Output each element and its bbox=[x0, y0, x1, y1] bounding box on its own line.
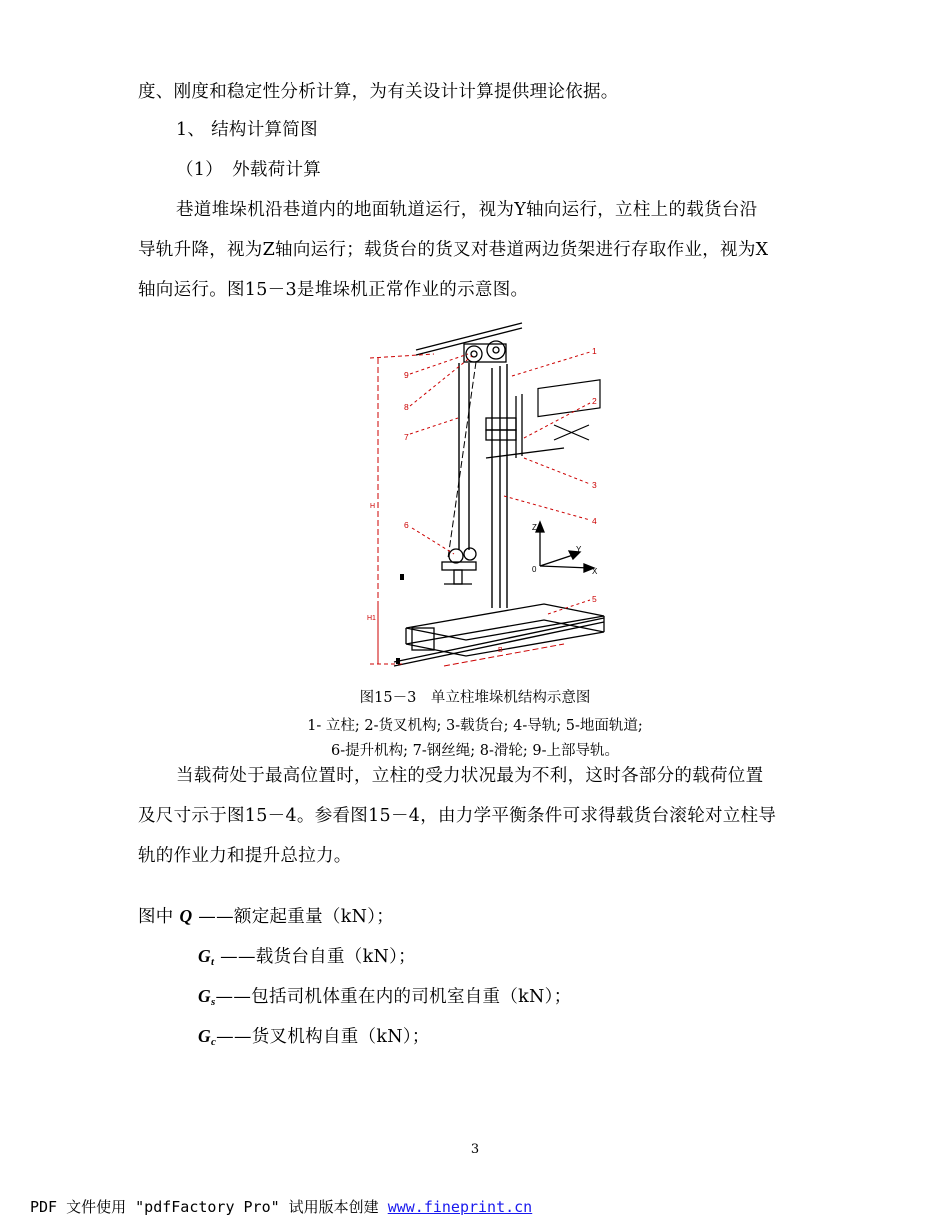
symbol-desc: ——额定起重量（kN）； bbox=[192, 907, 395, 927]
symbol-definition bbox=[198, 1024, 430, 1054]
paragraph-line: 轨的作业力和提升总拉力。 bbox=[138, 846, 352, 866]
footer-link[interactable]: www.fineprint.cn bbox=[387, 1198, 533, 1216]
dim-label-h: H bbox=[370, 503, 376, 510]
symbol-desc: ——包括司机体重在内的司机室自重（kN）； bbox=[215, 987, 572, 1007]
mast bbox=[459, 363, 507, 608]
figure-caption: 图15－3 单立柱堆垛机结构示意图 bbox=[359, 690, 591, 706]
dimension-labels bbox=[367, 503, 503, 654]
part-label-3: 3 bbox=[592, 480, 597, 490]
symbol-intro: 图中 bbox=[138, 907, 174, 927]
symbol-desc: ——载货台自重（kN）； bbox=[214, 947, 416, 967]
dimension-lines bbox=[370, 354, 564, 666]
symbol-definition bbox=[198, 984, 572, 1014]
symbol-g: $G_c$ bbox=[198, 1026, 217, 1048]
axis-arrows bbox=[536, 522, 594, 572]
symbol-g: $G_t$ bbox=[198, 946, 215, 968]
part-label-8: 8 bbox=[404, 402, 409, 412]
dim-label-h1: H1 bbox=[367, 615, 376, 622]
symbol-q: Q bbox=[179, 906, 193, 926]
stacker-crane-diagram bbox=[364, 318, 614, 673]
part-label-2: 2 bbox=[592, 396, 597, 406]
wire-rope bbox=[448, 362, 476, 558]
subsection-heading: （1） 外载荷计算 bbox=[176, 160, 322, 180]
dim-label-b: B bbox=[498, 647, 503, 654]
paragraph-continuation: 度、刚度和稳定性分析计算，为有关设计计算提供理论依据。 bbox=[138, 82, 619, 102]
axis-label-x: X bbox=[592, 567, 598, 576]
part-label-5: 5 bbox=[592, 594, 597, 604]
symbol-desc: ——货叉机构自重（kN）； bbox=[216, 1027, 430, 1047]
section-heading: 1、 结构计算简图 bbox=[176, 120, 318, 140]
axis-label-z: Z bbox=[532, 523, 537, 532]
paragraph-line: 及尺寸示于图15－4。参看图15－4，由力学平衡条件可求得载货台滚轮对立柱导 bbox=[138, 806, 777, 826]
part-label-4: 4 bbox=[592, 516, 597, 526]
part-label-1: 1 bbox=[592, 346, 597, 356]
figure-legend: 6-提升机构; 7-钢丝绳; 8-滑轮; 9-上部导轨。 bbox=[331, 743, 619, 759]
paragraph-line: 当载荷处于最高位置时，立柱的受力状况最为不利，这时各部分的载荷位置 bbox=[176, 766, 764, 786]
part-label-7: 7 bbox=[404, 432, 409, 442]
symbol-g: $G_s$ bbox=[198, 986, 216, 1008]
figure-legend: 1- 立柱; 2-货叉机构; 3-载货台; 4-导轨; 5-地面轨道; bbox=[307, 718, 643, 734]
pdf-footer bbox=[30, 1196, 532, 1217]
part-label-6: 6 bbox=[404, 520, 409, 530]
hoist-mechanism bbox=[442, 548, 476, 584]
fork bbox=[538, 380, 600, 440]
part-label-9: 9 bbox=[404, 370, 409, 380]
base bbox=[406, 604, 604, 656]
carriage bbox=[486, 394, 564, 458]
paragraph-line: 轴向运行。图15－3是堆垛机正常作业的示意图。 bbox=[138, 280, 529, 300]
pulleys bbox=[464, 341, 506, 362]
rail-end-markers bbox=[396, 574, 404, 664]
symbol-definition bbox=[138, 904, 394, 929]
footer-text: PDF 文件使用 "pdfFactory Pro" 试用版本创建 bbox=[30, 1198, 388, 1216]
axis-label-origin: 0 bbox=[532, 565, 537, 574]
page-number: 3 bbox=[470, 1142, 480, 1157]
symbol-definition bbox=[198, 944, 416, 974]
axis-label-y: Y bbox=[576, 545, 582, 554]
paragraph-line: 巷道堆垛机沿巷道内的地面轨道运行，视为Y轴向运行，立柱上的载货台沿 bbox=[176, 200, 758, 220]
paragraph-line: 导轨升降，视为Z轴向运行；载货台的货叉对巷道两边货架进行存取作业，视为X bbox=[138, 240, 769, 260]
